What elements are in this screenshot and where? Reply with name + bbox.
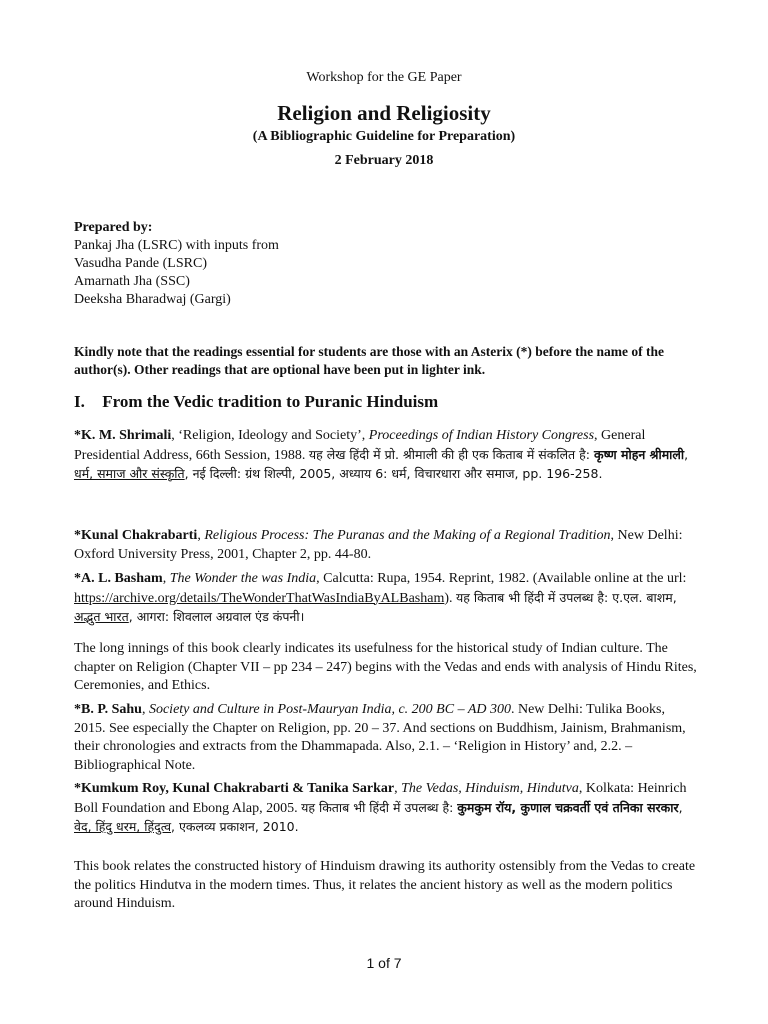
entry-hindi-author: कुमकुम रॉय, कुणाल चक्रवर्ती एवं तनिका सरकार: [457, 799, 679, 815]
bib-entry-sahu: [74, 701, 696, 775]
entry-text: ,: [162, 571, 170, 586]
bib-entry-chakrabarti: [74, 527, 696, 564]
bib-entry-roy: [74, 780, 696, 838]
document-title: Religion and Religiosity: [277, 101, 491, 125]
entry-hindi-author: कृष्ण मोहन श्रीमाली: [593, 446, 685, 462]
prepared-by-line: Amarnath Jha (SSC): [74, 274, 190, 289]
entry-author: *A. L. Basham: [74, 571, 163, 586]
bib-entry-shrimali: [74, 427, 696, 485]
document-date: 2 February 2018: [334, 153, 434, 168]
entry-hindi-title: अद्भुत भारत: [74, 609, 129, 624]
entry-text: ,: [141, 702, 149, 717]
prepared-by-line: Pankaj Jha (LSRC) with inputs from: [74, 238, 279, 253]
bib-entry-basham: [74, 570, 696, 628]
archive-link[interactable]: https://archive.org/details/TheWonderThatWasIndiaByALBasham: [74, 590, 445, 606]
entry-text: , General Presidential Address, 66th Session, 1988.: [74, 428, 646, 463]
prepared-by-heading: Prepared by:: [74, 220, 153, 235]
readings-note: Kindly note that the readings essential for students are those with an Asterix (*) before the name of the author(s). Other readings that are optional have been put in lighter ink.: [74, 344, 664, 377]
entry-text: ,: [678, 799, 683, 815]
entry-text: ).: [444, 590, 457, 606]
entry-text: , ‘Religion, Ideology and Society’,: [171, 428, 369, 443]
entry-hindi-text: यह लेख हिंदी में प्रो. श्रीमाली की ही एक किताब में संकलित है:: [308, 446, 594, 462]
entry-hindi-text: , एकलव्य प्रकाशन, 2010.: [171, 819, 299, 834]
entry-text: , Calcutta: Rupa, 1954. Reprint, 1982. (Available online at the url:: [316, 571, 687, 586]
entry-journal: Proceedings of Indian History Congress: [368, 428, 595, 443]
entry-text: , Kolkata: Heinrich Boll Foundation and Ebong Alap, 2005.: [74, 781, 687, 816]
section-title: From the Vedic tradition to Puranic Hinduism: [102, 392, 439, 411]
entry-hindi-title: धर्म, समाज और संस्कृति: [74, 466, 185, 481]
entry-book: The Vedas, Hinduism, Hindutva: [401, 781, 579, 796]
prepared-by-line: Deeksha Bharadwaj (Gargi): [74, 292, 231, 307]
basham-commentary: The long innings of this book clearly indicates its usefulness for the historical study of Indian culture. The chapter on Religion (Chapter VII – pp 234 – 247) begins with the Vedas and ends with analysis of Hindu Rites, Ceremonies, and Ethics.: [74, 641, 697, 693]
entry-hindi-text: , आगरा: शिवलाल अग्रवाल एंड कंपनी।: [128, 609, 305, 624]
entry-hindi-title: वेद, हिंदु धरम, हिंदुत्व: [74, 819, 172, 834]
entry-author: *Kunal Chakrabarti: [74, 528, 198, 543]
workshop-label: Workshop for the GE Paper: [306, 70, 462, 85]
entry-text: . New Delhi: Tulika Books, 2015. See especially the Chapter on Religion, pp. 20 – 37. And sections on Buddhism, Jainism, Brahmanism, their chronologies and extracts from the Dhammapada. Also, 2.1. – ‘Religion in History’ and, 2.2. – Bibliographical Note.: [74, 702, 686, 773]
section-heading: [74, 392, 438, 412]
entry-hindi-text: , नई दिल्ली: ग्रंथ शिल्पी, 2005, अध्याय 6: धर्म, विचारधारा और समाज, pp. 196-258.: [184, 466, 603, 481]
entry-hindi-text: यह किताब भी हिंदी में उपलब्ध है:: [301, 799, 458, 815]
roy-commentary: This book relates the constructed history of Hinduism drawing its authority ostensibly from the Vedas to create the politics Hindutva in the modern times. Thus, it relates the ancient history as well as the modern politics around Hinduism.: [74, 859, 696, 911]
prepared-by-line: Vasudha Pande (LSRC): [74, 256, 207, 271]
entry-hindi-text: यह किताब भी हिंदी में उपलब्ध है: ए.एल. बाशम,: [456, 589, 677, 605]
entry-author: *B. P. Sahu: [74, 702, 142, 717]
entry-text: ,: [394, 781, 402, 796]
entry-text: ,: [197, 528, 205, 543]
entry-book: The Wonder the was India: [169, 571, 317, 586]
entry-book: Religious Process: The Puranas and the Making of a Regional Tradition: [204, 528, 611, 543]
entry-author: *Kumkum Roy, Kunal Chakrabarti & Tanika Sarkar: [74, 781, 395, 796]
page-number: 1 of 7: [366, 955, 402, 971]
document-subtitle: (A Bibliographic Guideline for Preparation): [252, 129, 516, 144]
entry-author: *K. M. Shrimali: [74, 428, 172, 443]
prepared-by-block: [74, 219, 279, 309]
entry-text: , New Delhi: Oxford University Press, 2001, Chapter 2, pp. 44-80.: [74, 528, 683, 562]
entry-text: ,: [684, 446, 689, 462]
section-number: I.: [74, 392, 85, 411]
entry-book: Society and Culture in Post-Mauryan India, c. 200 BC – AD 300: [148, 702, 511, 717]
